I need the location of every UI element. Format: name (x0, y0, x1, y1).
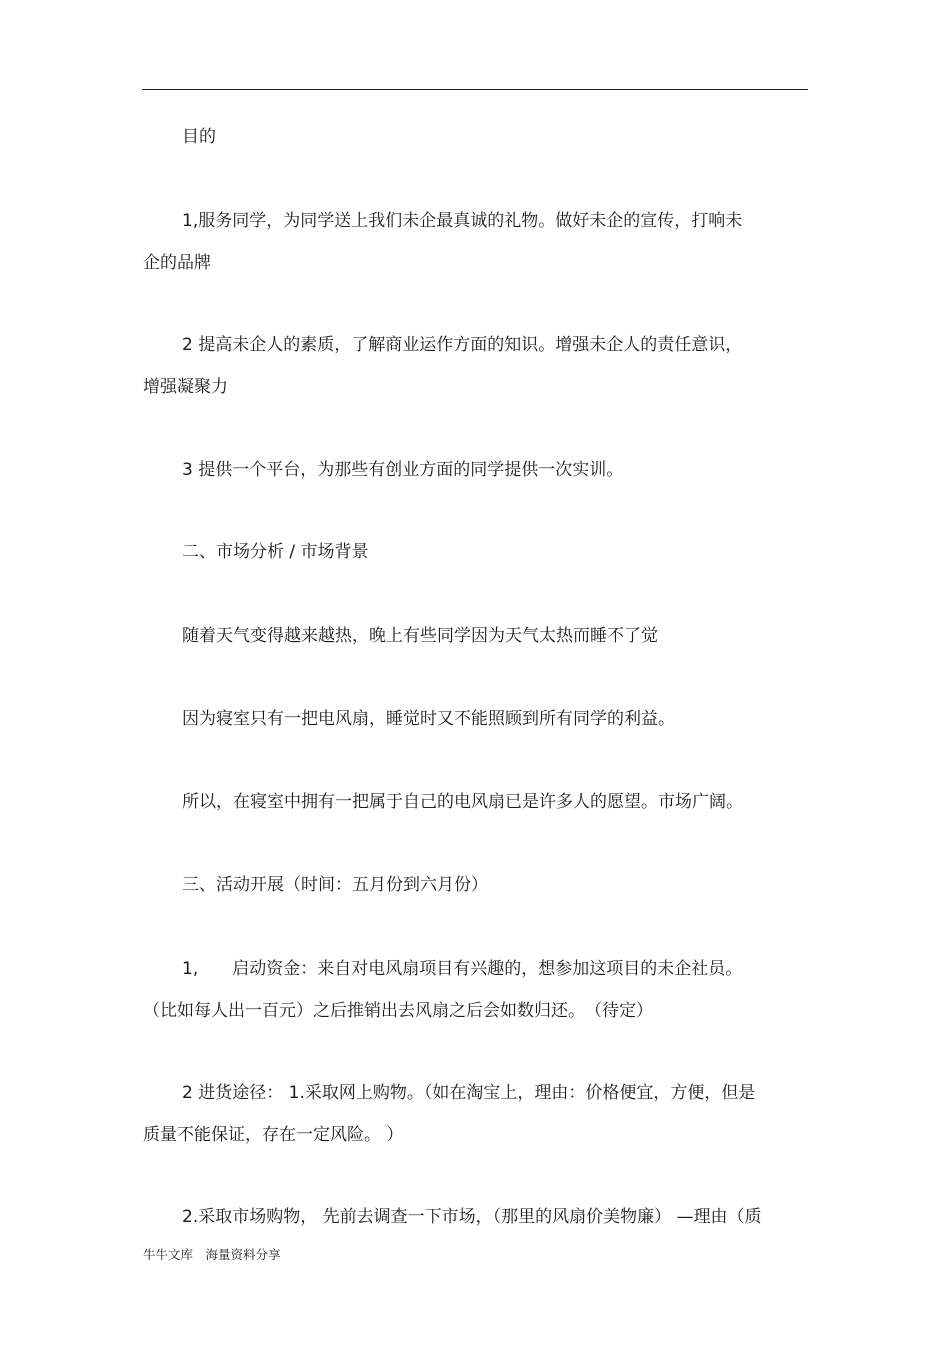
activity-item-3-line-1: 2.采取市场购物， 先前去调查一下市场，（那里的风扇价美物廉） —理由（质 (182, 1207, 762, 1227)
purpose-item-2-line-1: 2 提高未企人的素质，了解商业运作方面的知识。增强未企人的责任意识， (182, 335, 743, 355)
market-paragraph-3: 所以，在寝室中拥有一把属于自己的电风扇已是许多人的愿望。市场广阔。 (182, 792, 743, 812)
purpose-item-3: 3 提供一个平台，为那些有创业方面的同学提供一次实训。 (182, 460, 624, 480)
market-paragraph-2: 因为寝室只有一把电风扇，睡觉时又不能照顾到所有同学的利益。 (182, 709, 675, 729)
purpose-item-1-line-1: 1,服务同学，为同学送上我们未企最真诚的礼物。做好未企的宣传，打响未 (182, 211, 743, 231)
activity-item-1-line-1: 1, 启动资金：来自对电风扇项目有兴趣的，想参加这项目的未企社员。 (182, 959, 743, 979)
footer-text: 牛牛文库 海量资料分享 (143, 1247, 281, 1262)
header-rule (142, 89, 808, 90)
purpose-item-1-line-2: 企的品牌 (143, 253, 211, 273)
section-2-heading: 二、市场分析 / 市场背景 (182, 542, 369, 562)
market-paragraph-1: 随着天气变得越来越热，晚上有些同学因为天气太热而睡不了觉 (182, 626, 658, 646)
activity-item-2-line-1: 2 进货途径： 1.采取网上购物。（如在淘宝上，理由：价格便宜，方便，但是 (182, 1083, 756, 1103)
activity-item-2-line-2: 质量不能保证，存在一定风险。 ） (143, 1125, 404, 1145)
purpose-item-2-line-2: 增强凝聚力 (143, 377, 228, 397)
heading-purpose: 目的 (182, 127, 216, 147)
activity-item-1-line-2: （比如每人出一百元）之后推销出去风扇之后会如数归还。 （待定） (143, 1001, 653, 1021)
section-3-heading: 三、活动开展（时间：五月份到六月份） (182, 875, 488, 895)
